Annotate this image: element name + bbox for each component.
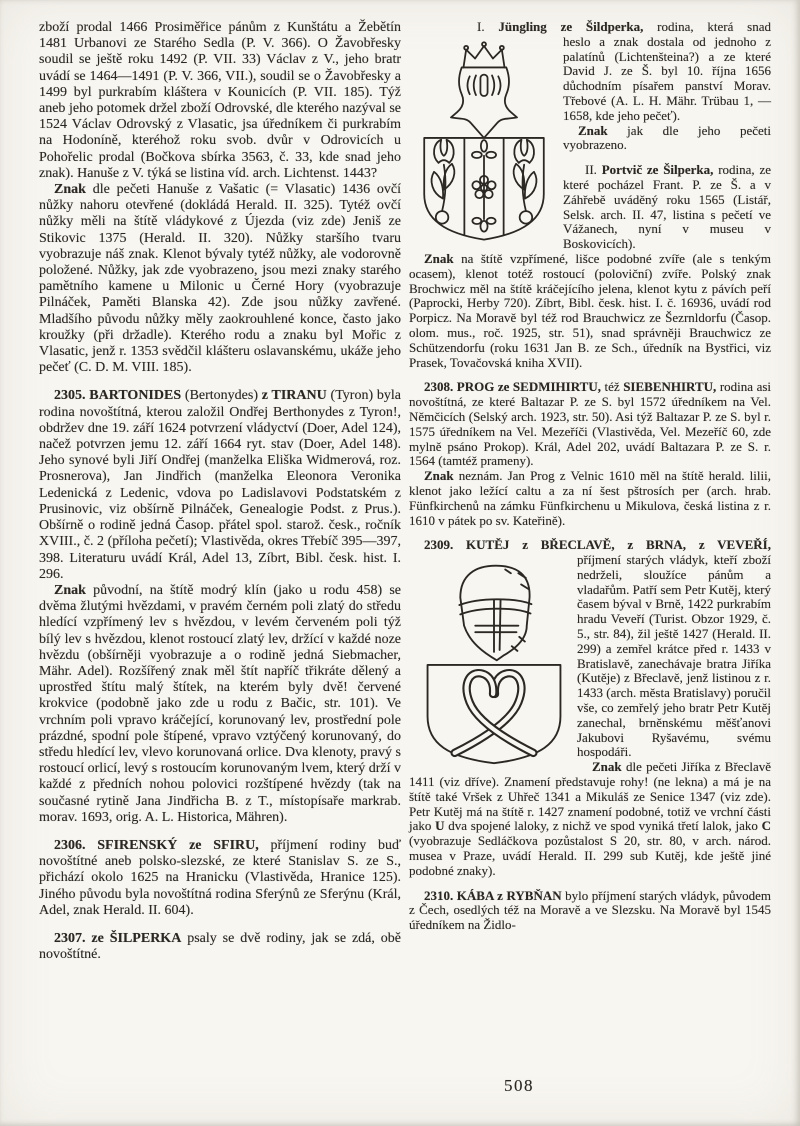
entry-portvic: II. Portvič ze Šilperka, rodina, ze které pocházel Frant. P. ze Š. a v Záhřebě uváděný roku 1565 (Listář, Selsk. arch. II. 47, listina s pečetí ve Vážanech, nyní v museu v Boskovicích). — [563, 162, 771, 252]
entry-2306-sfirensky: 2306. SFIRENSKÝ ze SFIRU, příjmení rodiny buď novoštítné aneb polsko-slezské, ze které Stanislav S. ze S., přichází okolo 1625 na Hranicku (Vlastivěda, Hranice 125). Jiného původu byla novoštítná rodina Sferýnů ze Sferýnu (Král, Adel, znak Herald. II. 604). — [39, 837, 401, 918]
paragraph-znak-jungling: Znak jak dle jeho pečeti vyobrazeno. — [563, 122, 771, 153]
entry-jungling-body: heslo a znak dostala od jednoho z palatínů (Lichtenšteina?) a ze které David J. ze Š. byl 10. října 1656 důchodním písařem panství Morav. Třebové (A. L. H. Mähr. Trübau 1, —1658, kde jeho pečeť). — [563, 33, 771, 123]
paragraph-znak-bartonides: Znak původní, na štítě modrý klín (jako u rodu 458) se dvěma žlutými hvězdami, v pravém černém poli zlatý do středu hledící vzpřímený lev s hvězdou, v levém červeném poli týž bílý lev s hvězdou, klenot rostoucí zlatý lev, držící v každé noze hvězdu (obšírněji vyobrazuje a o rodině jedná Siebmacher, Mähr. Adel). Rozšířený znak měl štít napříč třikráte dělený a uprostřed štítu malý štítek, na kterém byly dvě! červené krokvice (podobně jako zde u rodu z Bačic, str. 101). Ve vrchním poli vpravo kráčející, korunovaný lev, prostřední pole prázdné, spodní pole štípené, vpravo vztýčený korunovaný, do středu hledící lev, vlevo korunovaná orlice. Dva klenoty, pravý s rostoucí orlicí, levý s rostoucím korunovaným lvem, který drží v každé z předních nohou polovici rozštípené hvězdy (tak na současné rytině Jana Jindřicha B. z T., místopísaře markrab. morav. 1693, orig. A. L. Historica, Mähren). — [39, 582, 401, 825]
paragraph-znak-portvic: Znak na štítě vzpřímené, lišce podobné zvíře (ale s tenkým ocasem), klenot totéž rostoucí (poloviční) zvíře. Polský znak Brochwicz měl na štítě kráčejícího jelena, klenot kytu z pávích peří (Paprocki, Herby 720). Zíbrt, Bibl. česk. hist. I. č. 16936, uvádí rod Porpicz. Na Moravě byl též rod Brauchwicz ze Šezrnldorfu (Časop. olom. mus., roč. 1925, str. 51), snad správněji Brauchwicz ze Schützendorfu (roku 1631 Jan B. ze Sch., úředník na Bystřici, viz Prasek, Tovačovská kniha XVII). — [409, 250, 771, 370]
paragraph-znak-prog: Znak neznám. Jan Prog z Velnic 1610 měl na štítě herald. lilii, klenot jako ležící caltu a za ní šest pštrosích per (arch. hrab. Fünfkirchenů na zámku Fünfkirchenu u Mikulova, česká listina z r. 1610 v pátek po sv. Kateřině). — [409, 468, 771, 528]
kutej-coat-of-arms-figure — [421, 556, 567, 772]
entry-2309-kutej-body: příjmení starých vládyk, kteří zboží nedrželi, sloužíce pánům a vladařům. Patří sem Petr Kutěj, který časem býval v Brně, 1422 purkrabím hradu Veveří (Turist. Obzor 1929, č. 5., str. 84), žil ještě 1427 (Herald. II. 299) a zemřel krátce před r. 1433 v Bratislavě, zanechávaje bratra Jiříka (Kutěje) z Břeclavě, jenž listinou z r. 1433 (arch. města Bratislavy) poručil vše, co zemřelý jeho bratr Petr Kutěj zanechal, brněnskému měšťanovi Jakubovi Ryšavému, svému hospodáři. — [577, 552, 771, 760]
paragraph-znak-vlasatic: Znak dle pečeti Hanuše z Vašatic (= Vlasatic) 1436 ovčí nůžky nahoru otevřené (dokládá Herald. II. 325). Tytéž ovčí nůžky měli na štítě vládykové z Újezda (viz zde) Jeniš ze Stikovic 1375 (Herald. II. 320). Nůžky staršího tvaru vyobrazuje náš znak. Klenot bývaly tytéž nůžky, ale vodorovně položené. Nůžky, jak zde vyobrazeno, jsou mezi znaky starého pamětního kamene u Milonic u Černé Hory (vyobrazuje Pilnáček, Paměti Blanska 42). Zde jsou nůžky zavřené. Mladšího původu nůžky měly zaokrouhlené konce, často jako kroužky (při držadle). Kterého rodu a znaku byl Mořic z Vlasatic, jenž r. 1353 svědčil klášteru oslavanskému, ukáže jeho pečeť (C. D. M. VIII. 185). — [39, 182, 401, 376]
entry-2308-prog: 2308. PROG ze SEDMIHIRTU, též SIEBENHIRTU, rodina asi novoštítná, ze které Baltazar P. ze S. byl 1572 úředníkem na Vel. Němčicích (Selský arch. 1923, str. 50). Asi týž Baltazar P. ze S. byl r. 1575 úředníkem na Vel. Mezeříči (Vlastivěda, Vel. Mezeříč 60, zde mylně psáno Prokop). Král, Adel 202, uvádí Baltazara P. ze S. r. 1564 (tamtéž prameny). — [409, 379, 772, 469]
entry-2305-bartonides: 2305. BARTONIDES (Bertonydes) z TIRANU (Tyron) byla rodina novoštítná, kterou založil Ondřej Berthonydes z Tyron!, obdržev dne 19. září 1624 potvrzení vládyctví (Doer, Adel 124), načež potvrzen jemu 12. září 1664 ryt. stav (Doer, Adel 148). Jeho synové byli Jiří Ondřej (manželka Eliška Widmerová, roz. Prosnerova), Jan Jindřich (manželka Eleonora Veronika Ledenická z Ledenic, vdova po Ladislavovi Podstatském z Prusinovic, viz obšírně Pilnáček, Genealogie Podst. z Prus.). Obšírně o rodině jedná Časop. přátel spol. starož. česk., ročník XVIII., č. 2 (příloha pečetí); Vlastivěda, okres Třebíč 395—397, 398. Literaturu uvádí Král, Adel 13, Zíbrt, Bibl. česk. hist. I. 296. — [39, 388, 401, 582]
entry-2310-kaba: 2310. KÁBA z RYBŇAN bylo příjmení starých vládyk, původem z Čech, osedlých též na Moravě a ve Slezsku. Na Moravě byl 1545 úředníkem na Židlo- — [409, 887, 771, 933]
jungling-coat-of-arms-figure — [417, 38, 551, 245]
entry-2307-ze-silperka: 2307. ze ŠILPERKA psaly se dvě rodiny, jak se zdá, obě novoštítné. — [39, 930, 402, 963]
left-column — [39, 20, 401, 963]
paragraph-znak-kutej: Znak dle pečeti Jiříka z Břeclavě 1411 (viz dříve). Znamení představuje rohy! (ne lekna) a má je na štítě také Vršek z Uhřeč 1341 a Mikuláš ze Senice 1347 (viz zde). Petr Kutěj má na štítě r. 1427 znamení podobné, totiž ve vrchní části jako U dva spojené laloky, z nichž ve spod vyniká třetí lalok, jako C (vyobrazuje Sedláčkova pozůstalost S 20, str. 80, v arch. národ. musea v Praze, uvádí Herald. II. 299 sub Kutěj, kde ještě jiné podobné znaky). — [409, 759, 771, 878]
entry-jungling-heading: I. Jüngling ze Šildperka, rodina, která snad — [477, 19, 771, 34]
page-number: 508 — [504, 1076, 534, 1095]
entry-2309-kutej-heading: 2309. KUTĚJ z BŘECLAVĚ, z BRNA, z VEVEŘÍ, — [424, 537, 771, 553]
right-column — [409, 20, 771, 933]
paragraph-vlasatic-continuation: zboží prodal 1466 Prosiměřice pánům z Kunštátu a Žebětín 1481 Urbanovi ze Starého Sedla (P. V. 366). O Žavobřesky soudil se ještě roku 1492 (P. VII. 33) Václav z V., jeho bratr uvádí se 1464—1491 (P. V. 366, VII.), soudil se o Žavobřesky a 1499 byl purkrabím kláštera v Kounicích (P. VII. 185). Týž aneb jeho potomek držel zboží Odrovské, dle kterého nazýval se 1524 Václav Odrovský z Vlasatic, jsa úředníkem či purkrabím na Hodoníně, kteréhož roku svob. dvůr v Odrovicích u Pohořelic prodal (Bočkova sbírka 3563, č. 33, kde snad jeho znak). Hanuše z V. týká se listina víd. arch. Lichtenst. 1443? — [39, 20, 401, 181]
